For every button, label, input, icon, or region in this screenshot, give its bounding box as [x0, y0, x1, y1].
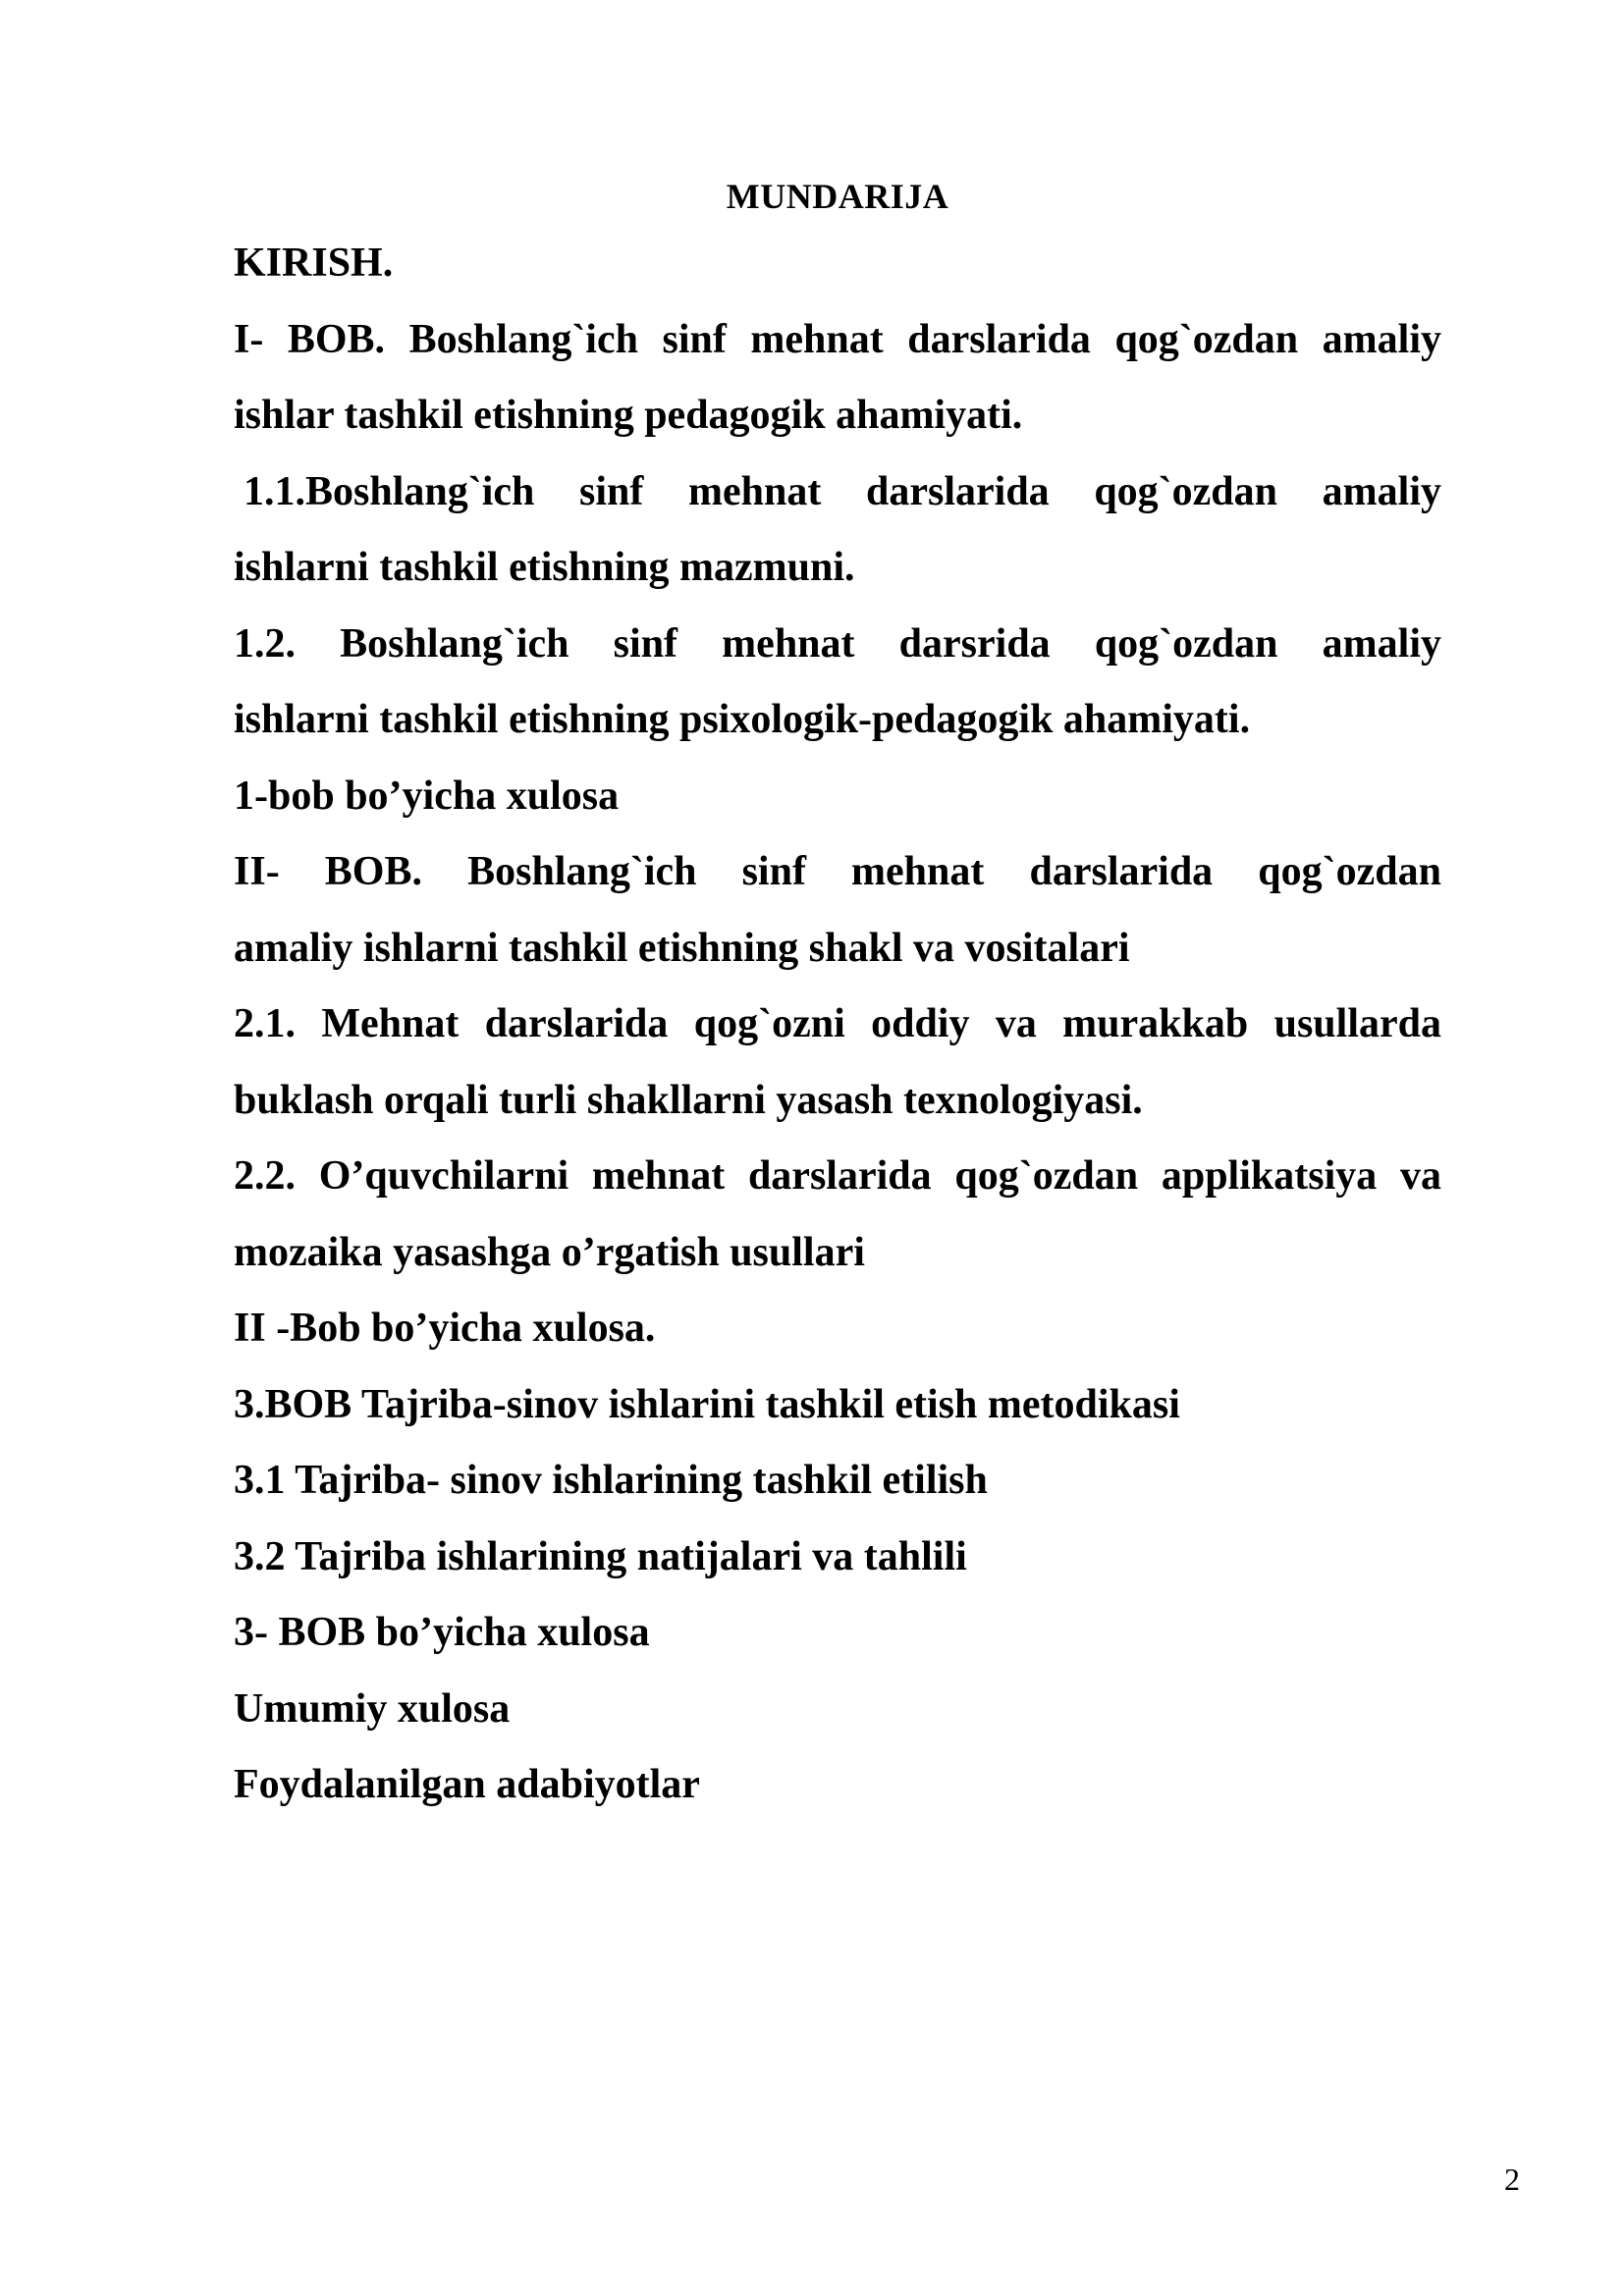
- toc-entry-section-3-2: 3.2 Tajriba ishlarining natijalari va tahlili: [234, 1533, 967, 1579]
- toc-entry-section-1-2-line-1: 1.2. Boshlang`ich sinf mehnat darsrida qog`ozdan amaliy: [234, 620, 1441, 667]
- toc-entry-kirish: KIRISH.: [234, 240, 394, 286]
- toc-entry-section-3-1: 3.1 Tajriba- sinov ishlarining tashkil etilish: [234, 1458, 988, 1503]
- toc-entry-references: Foydalanilgan adabiyotlar: [234, 1762, 700, 1807]
- page-number: 2: [1504, 2162, 1520, 2197]
- toc-entry-section-2-2-line-1: 2.2. O’quvchilarni mehnat darslarida qog`ozdan applikatsiya va: [234, 1153, 1441, 1199]
- toc-entry-chapter-1-conclusion: 1-bob bo’yicha xulosa: [234, 773, 620, 819]
- toc-entry-section-2-1-line-2: buklash orqali turli shakllarni yasash texnologiyasi.: [234, 1077, 1143, 1123]
- toc-entry-chapter-2-line-1: II- BOB. Boshlang`ich sinf mehnat darslarida qog`ozdan: [234, 849, 1441, 894]
- toc-title: MUNDARIJA: [726, 177, 949, 216]
- toc-entry-section-2-1-line-1: 2.1. Mehnat darslarida qog`ozni oddiy va murakkab usullarda: [234, 1001, 1441, 1046]
- toc-entry-chapter-3: 3.BOB Tajriba-sinov ishlarini tashkil etish metodikasi: [234, 1381, 1180, 1427]
- toc-entry-chapter-1-line-1: I- BOB. Boshlang`ich sinf mehnat darslarida qog`ozdan amaliy: [234, 316, 1441, 362]
- toc-entry-chapter-3-conclusion: 3- BOB bo’yicha xulosa: [234, 1610, 650, 1655]
- toc-entry-chapter-2-conclusion: II -Bob bo’yicha xulosa.: [234, 1306, 656, 1351]
- toc-entry-section-2-2-line-2: mozaika yasashga o’rgatish usullari: [234, 1229, 865, 1275]
- table-of-contents: [234, 167, 1441, 1824]
- toc-entry-chapter-2-line-2: amaliy ishlarni tashkil etishning shakl va vositalari: [234, 925, 1130, 971]
- toc-entry-section-1-1-line-2: ishlarni tashkil etishning mazmuni.: [234, 545, 855, 590]
- toc-entry-chapter-1-line-2: ishlar tashkil etishning pedagogik ahamiyati.: [234, 393, 1023, 438]
- toc-entry-section-1-1-line-1: 1.1.Boshlang`ich sinf mehnat darslarida qog`ozdan amaliy: [244, 468, 1441, 514]
- toc-entry-general-conclusion: Umumiy xulosa: [234, 1685, 511, 1732]
- toc-entry-section-1-2-line-2: ishlarni tashkil etishning psixologik-pedagogik ahamiyati.: [234, 697, 1251, 742]
